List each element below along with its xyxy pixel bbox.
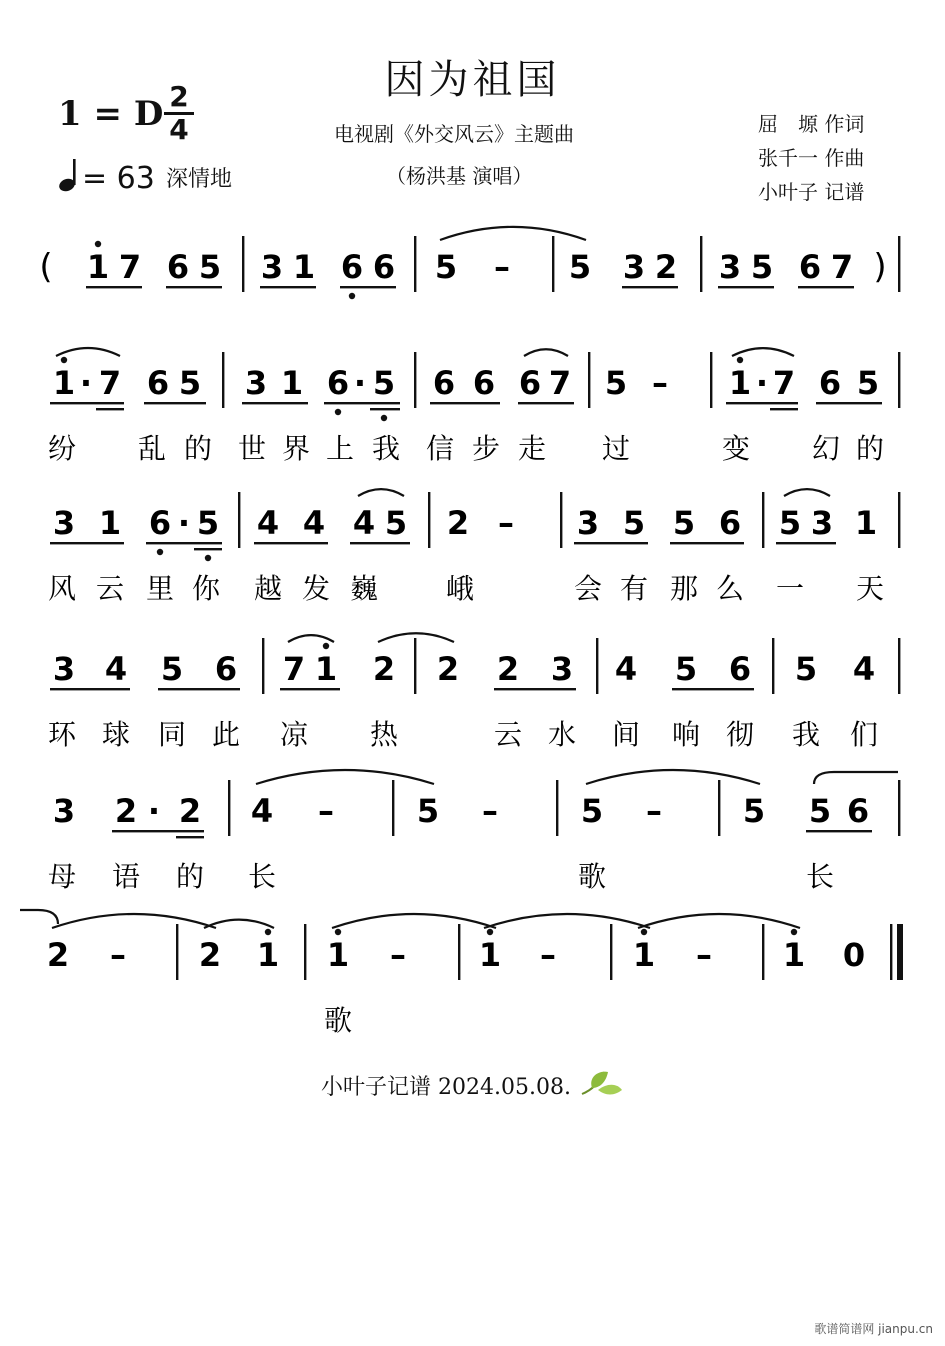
bar-line — [414, 638, 416, 694]
note-0-1: 7 — [118, 248, 142, 286]
note-1-8: · — [353, 364, 367, 402]
bar-line — [772, 638, 774, 694]
underline — [776, 542, 836, 544]
underline — [86, 286, 142, 288]
note-2-14: 6 — [718, 504, 742, 542]
note-4-3: 2 — [178, 792, 202, 830]
lyric-3-3: 此 — [211, 718, 241, 751]
bar-line — [588, 352, 590, 408]
lyric-2-8: 会 — [573, 572, 603, 605]
underline — [242, 402, 308, 404]
note-5-9: – — [696, 936, 712, 974]
bar-line — [428, 492, 430, 548]
lyric-4-4: 歌 — [577, 860, 607, 893]
note-1-13: 7 — [548, 364, 572, 402]
underline — [816, 402, 882, 404]
note-2-5: 4 — [256, 504, 280, 542]
bar-line — [262, 638, 264, 694]
dot-above — [265, 929, 271, 935]
underline — [254, 542, 328, 544]
note-3-5: 1 — [314, 650, 338, 688]
bar-line — [898, 352, 900, 408]
note-4-2: · — [147, 792, 161, 830]
note-4-1: 2 — [114, 792, 138, 830]
time-signature-top: 2 — [169, 80, 189, 113]
note-2-0: 3 — [52, 504, 76, 542]
lyric-1-4: 界 — [281, 432, 311, 465]
note-1-2: 7 — [98, 364, 122, 402]
dot-above — [335, 929, 341, 935]
note-1-10: 6 — [432, 364, 456, 402]
underline — [574, 542, 648, 544]
lyric-3-9: 响 — [671, 718, 701, 751]
note-0-10: 5 — [568, 248, 592, 286]
note-0-13: 3 — [718, 248, 742, 286]
lyric-5-0: 歌 — [323, 1004, 353, 1037]
underline — [50, 688, 130, 690]
note-0-15: 6 — [798, 248, 822, 286]
note-2-16: 3 — [810, 504, 834, 542]
dot-below — [335, 409, 341, 415]
credit-transcriber: 小叶子 记谱 — [758, 180, 865, 204]
tie — [440, 227, 586, 240]
lyric-4-3: 长 — [247, 860, 277, 893]
note-3-9: 3 — [550, 650, 574, 688]
note-1-9: 5 — [372, 364, 396, 402]
tie-incoming — [20, 910, 58, 924]
note-1-7: 6 — [326, 364, 350, 402]
bar-line — [222, 352, 224, 408]
subtitle: 电视剧《外交风云》主题曲 — [334, 122, 574, 146]
underline — [798, 286, 854, 288]
underline — [670, 542, 744, 544]
lyric-2-0: 风 — [47, 572, 77, 605]
underline — [146, 542, 222, 544]
lyric-3-10: 彻 — [725, 718, 755, 751]
note-1-15: – — [652, 364, 668, 402]
dot-below — [349, 293, 355, 299]
note-0-11: 3 — [622, 248, 646, 286]
note-0-12: 2 — [654, 248, 678, 286]
note-3-12: 6 — [728, 650, 752, 688]
dot-above — [791, 929, 797, 935]
tie-open — [814, 772, 898, 784]
underline — [350, 542, 410, 544]
underline — [158, 688, 240, 690]
note-4-6: 5 — [416, 792, 440, 830]
tie — [524, 349, 568, 356]
note-2-1: 1 — [98, 504, 122, 542]
lyric-2-11: 么 — [715, 572, 745, 605]
lyric-3-6: 云 — [493, 718, 523, 751]
lyric-2-9: 有 — [619, 572, 649, 605]
note-1-5: 3 — [244, 364, 268, 402]
note-4-5: – — [318, 792, 334, 830]
note-1-20: 5 — [856, 364, 880, 402]
bar-line — [898, 492, 900, 548]
lyric-1-2: 的 — [183, 432, 213, 465]
lyric-2-2: 里 — [145, 572, 175, 605]
underline — [324, 402, 400, 404]
note-2-15: 5 — [778, 504, 802, 542]
expression-marking: 深情地 — [166, 167, 233, 192]
underline — [340, 286, 396, 288]
tie — [484, 914, 650, 928]
lyric-2-12: 一 — [775, 572, 805, 605]
underline-double — [770, 408, 798, 410]
note-5-3: 1 — [256, 936, 280, 974]
underline — [806, 830, 872, 832]
tempo-value: = 63 — [82, 161, 155, 196]
note-1-16: 1 — [728, 364, 752, 402]
dot-below — [157, 549, 163, 555]
lyric-1-1: 乱 — [137, 432, 167, 465]
note-2-7: 4 — [352, 504, 376, 542]
bar-line — [596, 638, 598, 694]
underline — [726, 402, 798, 404]
bar-line — [610, 924, 612, 980]
bar-line — [710, 352, 712, 408]
lyric-3-0: 环 — [47, 718, 77, 751]
final-bar-thin — [890, 924, 892, 980]
note-2-11: 3 — [576, 504, 600, 542]
note-0-0: 1 — [86, 248, 110, 286]
note-2-2: 6 — [148, 504, 172, 542]
lyric-3-2: 同 — [157, 718, 187, 751]
lyric-2-5: 发 — [301, 572, 331, 605]
dot-above — [323, 643, 329, 649]
bar-line — [392, 780, 394, 836]
dot-above — [487, 929, 493, 935]
lyric-2-13: 天 — [855, 572, 885, 605]
lyric-1-11: 变 — [721, 432, 751, 465]
note-1-0: 1 — [52, 364, 76, 402]
note-3-3: 6 — [214, 650, 238, 688]
note-0-16: 7 — [830, 248, 854, 286]
bar-line — [762, 492, 764, 548]
tie — [332, 914, 496, 928]
note-3-13: 5 — [794, 650, 818, 688]
lyric-3-11: 我 — [791, 718, 821, 751]
note-5-1: – — [110, 936, 126, 974]
note-1-4: 5 — [178, 364, 202, 402]
tie — [732, 348, 794, 356]
note-2-8: 5 — [384, 504, 408, 542]
underline — [718, 286, 774, 288]
note-4-0: 3 — [52, 792, 76, 830]
bar-line — [898, 780, 900, 836]
note-5-6: 1 — [478, 936, 502, 974]
time-signature-bottom: 4 — [169, 113, 189, 146]
lyric-1-8: 步 — [471, 432, 501, 465]
lyric-1-0: 纷 — [47, 432, 77, 465]
note-2-10: – — [498, 504, 514, 542]
lyric-1-12: 幻 — [811, 432, 841, 465]
lyric-3-4: 凉 — [279, 718, 309, 751]
lyric-2-3: 你 — [191, 572, 221, 605]
lyric-1-13: 的 — [855, 432, 885, 465]
underline — [260, 286, 316, 288]
underline — [50, 542, 124, 544]
song-title: 因为祖国 — [384, 57, 561, 103]
lyric-2-6: 巍 — [349, 572, 379, 605]
bar-line — [176, 924, 178, 980]
lyric-4-5: 长 — [805, 860, 835, 893]
note-4-8: 5 — [580, 792, 604, 830]
lyric-1-10: 过 — [601, 432, 631, 465]
note-2-13: 5 — [672, 504, 696, 542]
performer: （杨洪基 演唱） — [386, 164, 533, 188]
lyric-1-6: 我 — [371, 432, 401, 465]
tie — [256, 770, 434, 784]
final-bar-thick — [897, 924, 903, 980]
underline-double — [176, 836, 204, 838]
underline — [280, 688, 340, 690]
note-5-0: 2 — [46, 936, 70, 974]
note-2-9: 2 — [446, 504, 470, 542]
dot-above — [61, 357, 67, 363]
credit-composer: 张千一 作曲 — [758, 146, 865, 170]
underline — [112, 830, 204, 832]
watermark: 歌谱简谱网 jianpu.cn — [814, 1322, 933, 1336]
tie — [52, 914, 216, 928]
bar-line — [700, 236, 702, 292]
note-4-12: 6 — [846, 792, 870, 830]
bar-line — [304, 924, 306, 980]
leaf-icon — [578, 1068, 624, 1098]
lyric-4-1: 语 — [111, 860, 141, 893]
bar-line — [560, 492, 562, 548]
underline-double — [194, 548, 222, 550]
bar-line — [414, 236, 416, 292]
lyric-2-10: 那 — [669, 572, 699, 605]
tie — [586, 770, 760, 784]
note-4-7: – — [482, 792, 498, 830]
lyric-3-1: 球 — [101, 718, 131, 751]
bar-line — [238, 492, 240, 548]
note-3-11: 5 — [674, 650, 698, 688]
note-0-2: 6 — [166, 248, 190, 286]
credit-lyricist: 屈 塬 作词 — [758, 112, 865, 136]
note-1-3: 6 — [146, 364, 170, 402]
key-signature: 1 = D — [58, 94, 164, 134]
note-5-11: 0 — [842, 936, 866, 974]
note-5-10: 1 — [782, 936, 806, 974]
note-2-6: 4 — [302, 504, 326, 542]
note-3-2: 5 — [160, 650, 184, 688]
bar-line — [898, 638, 900, 694]
lyric-3-8: 间 — [611, 718, 641, 751]
note-3-8: 2 — [496, 650, 520, 688]
underline-double — [370, 408, 400, 410]
note-3-10: 4 — [614, 650, 638, 688]
bar-line — [242, 236, 244, 292]
note-1-18: 7 — [772, 364, 796, 402]
note-2-3: · — [177, 504, 191, 542]
underline — [430, 402, 500, 404]
paren-close: ) — [873, 247, 887, 287]
note-1-12: 6 — [518, 364, 542, 402]
tie — [638, 914, 800, 928]
note-0-14: 5 — [750, 248, 774, 286]
underline — [518, 402, 574, 404]
lyric-3-5: 热 — [369, 718, 399, 751]
dot-below — [205, 555, 211, 561]
lyric-1-9: 走 — [517, 432, 547, 465]
note-1-14: 5 — [604, 364, 628, 402]
lyric-4-2: 的 — [175, 860, 205, 893]
note-0-5: 1 — [292, 248, 316, 286]
tie — [784, 489, 830, 496]
underline — [166, 286, 222, 288]
note-5-5: – — [390, 936, 406, 974]
underline — [494, 688, 576, 690]
note-2-4: 5 — [196, 504, 220, 542]
note-5-2: 2 — [198, 936, 222, 974]
note-0-9: – — [494, 248, 510, 286]
bar-line — [458, 924, 460, 980]
note-3-0: 3 — [52, 650, 76, 688]
underline — [50, 402, 124, 404]
bar-line — [762, 924, 764, 980]
footer-text: 小叶子记谱 2024.05.08. — [321, 1075, 571, 1100]
underline — [622, 286, 678, 288]
note-4-4: 4 — [250, 792, 274, 830]
note-5-4: 1 — [326, 936, 350, 974]
lyric-1-5: 上 — [325, 432, 355, 465]
bar-line — [556, 780, 558, 836]
note-3-7: 2 — [436, 650, 460, 688]
dot-above — [95, 241, 101, 247]
dot-below — [381, 415, 387, 421]
lyric-1-3: 世 — [237, 432, 267, 465]
note-2-17: 1 — [854, 504, 878, 542]
note-4-9: – — [646, 792, 662, 830]
note-0-7: 6 — [372, 248, 396, 286]
note-4-10: 5 — [742, 792, 766, 830]
note-2-12: 5 — [622, 504, 646, 542]
note-1-1: · — [79, 364, 93, 402]
note-3-1: 4 — [104, 650, 128, 688]
bar-line — [414, 352, 416, 408]
note-0-3: 5 — [198, 248, 222, 286]
lyric-1-7: 信 — [425, 432, 455, 465]
note-1-19: 6 — [818, 364, 842, 402]
note-0-4: 3 — [260, 248, 284, 286]
footer — [0, 1068, 945, 1101]
bar-line — [552, 236, 554, 292]
dot-above — [737, 357, 743, 363]
lyric-2-4: 越 — [253, 572, 283, 605]
dot-above — [641, 929, 647, 935]
note-3-6: 2 — [372, 650, 396, 688]
bar-line — [718, 780, 720, 836]
lyric-4-0: 母 — [47, 860, 77, 893]
lyric-3-12: 们 — [849, 718, 879, 751]
underline — [672, 688, 754, 690]
lyric-2-1: 云 — [95, 572, 125, 605]
note-1-11: 6 — [472, 364, 496, 402]
note-0-6: 6 — [340, 248, 364, 286]
note-3-4: 7 — [282, 650, 306, 688]
note-4-11: 5 — [808, 792, 832, 830]
lyric-2-7: 峨 — [445, 572, 475, 605]
tie — [358, 489, 404, 496]
paren-open: ( — [39, 247, 53, 287]
note-1-6: 1 — [280, 364, 304, 402]
lyric-3-7: 水 — [547, 718, 577, 751]
tie — [56, 348, 120, 356]
bar-line — [898, 236, 900, 292]
underline — [144, 402, 206, 404]
note-3-14: 4 — [852, 650, 876, 688]
underline-double — [96, 408, 124, 410]
note-5-8: 1 — [632, 936, 656, 974]
bar-line — [228, 780, 230, 836]
tie — [288, 635, 334, 642]
note-1-17: · — [755, 364, 769, 402]
note-0-8: 5 — [434, 248, 458, 286]
note-5-7: – — [540, 936, 556, 974]
